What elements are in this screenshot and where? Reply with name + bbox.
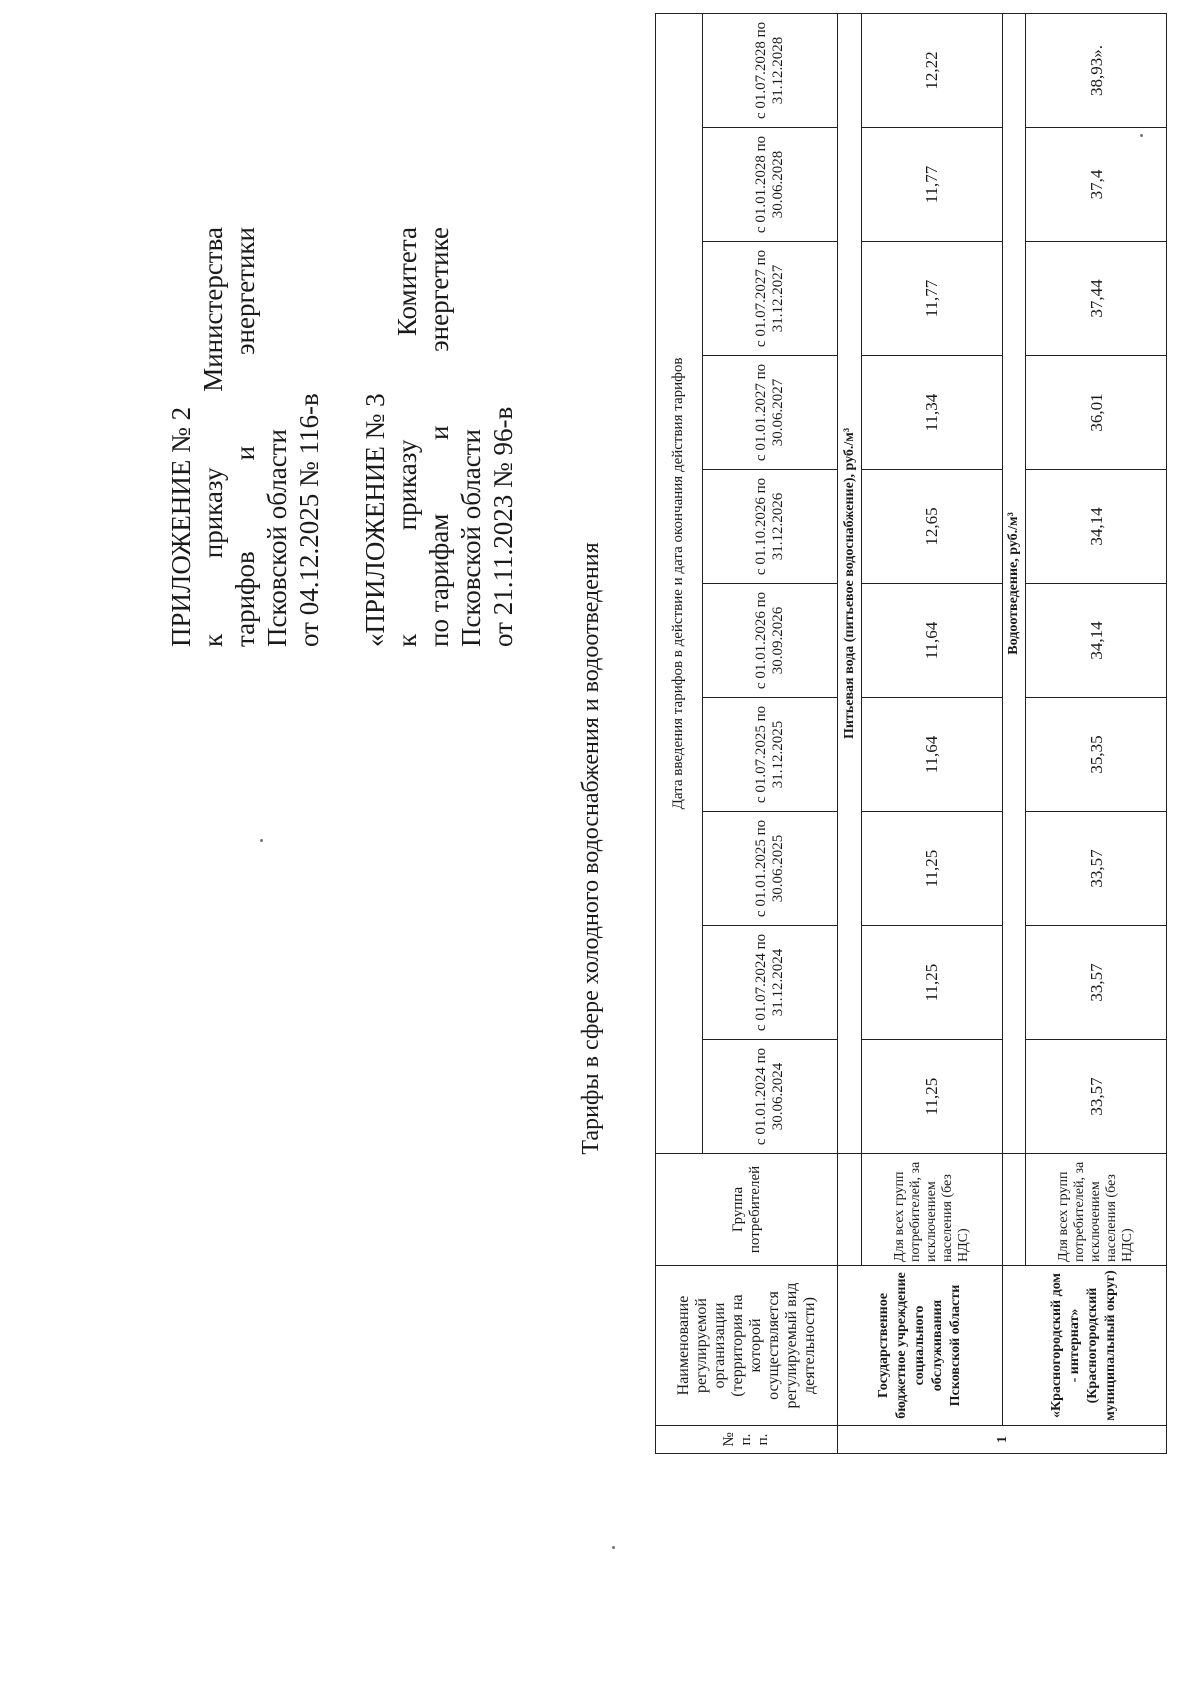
sewer-value: 37,4	[1026, 128, 1167, 242]
sewer-value: 36,01	[1026, 356, 1167, 470]
sewer-section-row	[1002, 13, 1026, 1453]
sewer-value: 33,57	[1026, 812, 1167, 926]
order-reference-date: от 04.12.2025 № 116-в	[294, 393, 324, 647]
water-value: 11,34	[862, 356, 1002, 470]
consumer-group-water: Для всех групп потребителей, за исключением населения (без НДС)	[862, 1154, 1002, 1266]
sewer-section-title: Водоотведение, руб./м³	[1002, 13, 1026, 1153]
period-cell: с 01.07.2025 по 31.12.2025	[702, 698, 837, 812]
period-cell: с 01.07.2027 по 31.12.2027	[702, 242, 837, 356]
col-organization-header: Наименование регулируемой организации (территория на которой осуществляется регулируемый вид деятельности)	[656, 1266, 838, 1426]
period-cell: с 01.01.2025 по 30.06.2025	[702, 812, 837, 926]
water-value: 11,25	[862, 926, 1002, 1040]
sewer-tariff-row	[1026, 13, 1167, 1453]
organization-name-part-2: «Красногородский дом - интернат» (Красногородский муниципальный округ)	[1002, 1266, 1166, 1426]
water-value: 11,77	[862, 128, 1002, 242]
sewer-value: 33,57	[1026, 1040, 1167, 1154]
appendix-header	[165, 227, 519, 647]
water-value: 11,64	[862, 698, 1002, 812]
appendix-2-title: ПРИЛОЖЕНИЕ № 2	[166, 406, 196, 647]
water-value: 12,65	[862, 470, 1002, 584]
water-section-title: Питьевая вода (питьевое водоснабжение), руб./м³	[838, 13, 862, 1153]
water-section-row	[838, 13, 862, 1453]
order-reference-line-2: тарифов и энергетики	[230, 227, 260, 647]
table-header-row	[656, 13, 703, 1453]
scan-speck	[612, 1546, 615, 1549]
col-dates-header: Дата введения тарифов в действие и дата окончания действия тарифов	[656, 13, 703, 1153]
order-reference-line-1: к приказу Министерства	[198, 227, 228, 647]
sewer-value: 34,14	[1026, 470, 1167, 584]
water-value: 11,25	[862, 1040, 1002, 1154]
water-value: 11,25	[862, 812, 1002, 926]
amended-order-date: от 21.11.2023 № 96-в	[488, 406, 518, 647]
organization-name-part-1: Государственное бюджетное учреждение социального обслуживания Псковской области	[838, 1266, 1002, 1426]
water-tariff-row	[862, 13, 1002, 1453]
period-cell: с 01.07.2024 по 31.12.2024	[702, 926, 837, 1040]
col-group-header: Группа потребителей	[656, 1154, 838, 1266]
period-cell: с 01.10.2026 по 31.12.2026	[702, 470, 837, 584]
scan-speck	[260, 839, 263, 842]
period-cell: с 01.01.2026 по 30.09.2026	[702, 584, 837, 698]
period-cell: с 01.07.2028 по 31.12.2028	[702, 13, 837, 127]
document-title: Тарифы в сфере холодного водоснабжения и водоотведения	[578, 542, 604, 1155]
sewer-value: 37,44	[1026, 242, 1167, 356]
period-cell: с 01.01.2028 по 30.06.2028	[702, 128, 837, 242]
sewer-value: 33,57	[1026, 926, 1167, 1040]
amended-order-line-1: к приказу Комитета	[392, 227, 422, 647]
scan-speck	[1140, 134, 1143, 137]
row-number: 1	[838, 1426, 1167, 1454]
sewer-value: 38,93».	[1026, 13, 1167, 127]
water-value: 11,64	[862, 584, 1002, 698]
water-value: 11,77	[862, 242, 1002, 356]
consumer-group-sewer: Для всех групп потребителей, за исключением населения (без НДС)	[1026, 1154, 1167, 1266]
col-number-header: № п. п.	[656, 1426, 838, 1454]
water-value: 12,22	[862, 13, 1002, 127]
order-reference-line-3: Псковской области	[262, 428, 292, 647]
period-cell: с 01.01.2027 по 30.06.2027	[702, 356, 837, 470]
amended-order-line-2: по тарифам и энергетике	[424, 227, 454, 647]
period-cell: с 01.01.2024 по 30.06.2024	[702, 1040, 837, 1154]
tariff-table	[655, 13, 1167, 1454]
sewer-value: 34,14	[1026, 584, 1167, 698]
appendix-3-title: «ПРИЛОЖЕНИЕ № 3	[360, 393, 390, 647]
amended-order-line-3: Псковской области	[456, 428, 486, 647]
sewer-value: 35,35	[1026, 698, 1167, 812]
